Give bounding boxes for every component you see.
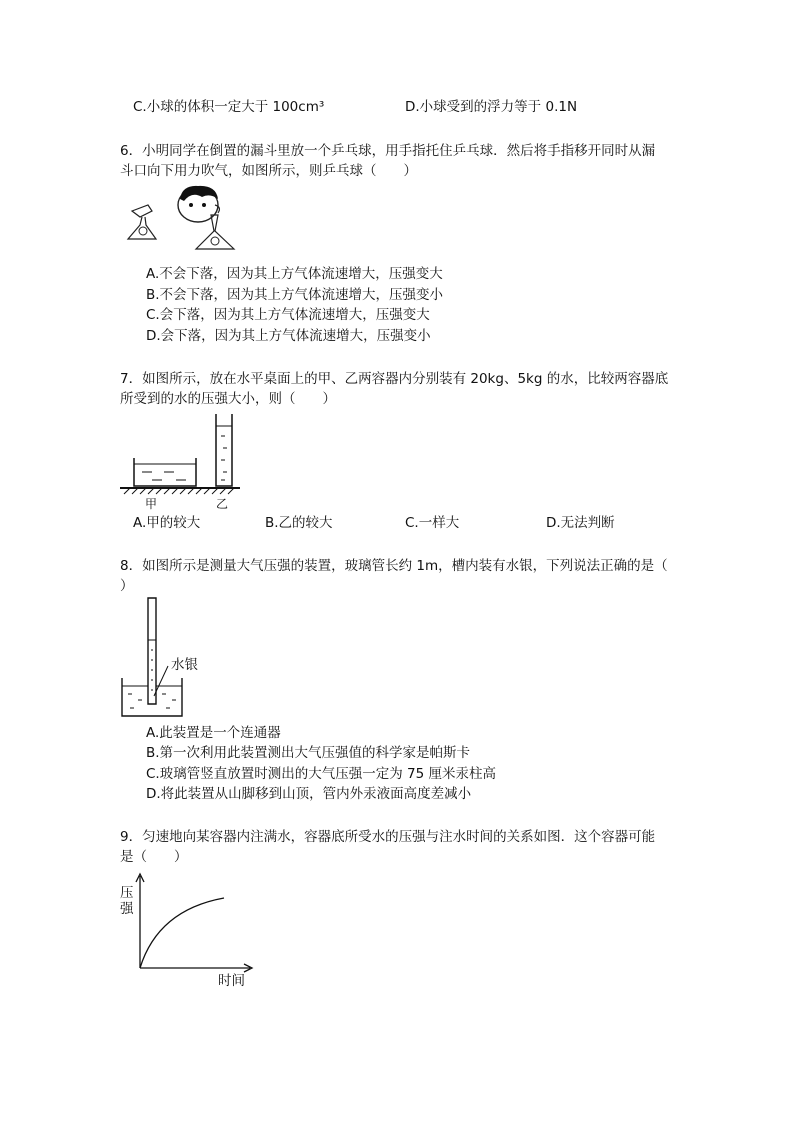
q7-stem-line-2: 所受到的水的压强大小，则（ ） (120, 391, 336, 407)
q7-option-b: B.乙的较大 (265, 515, 333, 531)
q8-stem-line-2: ） (120, 578, 134, 594)
q8-stem-line-1: 8．如图所示是测量大气压强的装置，玻璃管长约 1m，槽内装有水银，下列说法正确的是（ (120, 558, 668, 574)
q9-stem-line-2: 是（ ） (120, 849, 188, 865)
q7-option-a: A.甲的较大 (133, 515, 201, 531)
q6-option-d: D.会下落，因为其上方气体流速增大，压强变小 (146, 328, 431, 344)
q6-stem-line-2: 斗口向下用力吹气，如图所示，则乒乓球（ ） (120, 163, 417, 179)
q7-stem-line-1: 7．如图所示，放在水平桌面上的甲、乙两容器内分别装有 20kg、5kg 的水，比较两容器底 (120, 371, 669, 387)
q7-label-jia: 甲 (145, 497, 158, 511)
q9-ylabel-2: 强 (120, 901, 134, 917)
q5-option-c: C.小球的体积一定大于 100cm³ (133, 99, 325, 115)
q6-funnel-figure (118, 183, 248, 263)
q7-label-yi: 乙 (216, 497, 229, 511)
q8-option-d: D.将此装置从山脚移到山顶，管内外汞液面高度差减小 (146, 786, 472, 802)
q8-option-a: A.此装置是一个连通器 (146, 725, 281, 741)
q7-containers-figure (118, 410, 248, 510)
q9-pressure-time-graph (118, 870, 258, 980)
q9-ylabel-1: 压 (120, 885, 134, 901)
q8-mercury-label: 水银 (171, 657, 198, 673)
q7-option-d: D.无法判断 (546, 515, 615, 531)
q8-option-b: B.第一次利用此装置测出大气压强值的科学家是帕斯卡 (146, 745, 471, 761)
q6-option-a: A.不会下落，因为其上方气体流速增大，压强变大 (146, 266, 443, 282)
q7-option-c: C.一样大 (405, 515, 460, 531)
q6-stem-line-1: 6．小明同学在倒置的漏斗里放一个乒乓球，用手指托住乒乓球．然后将手指移开同时从漏 (120, 143, 656, 159)
q6-option-b: B.不会下落，因为其上方气体流速增大，压强变小 (146, 287, 444, 303)
q6-option-c: C.会下落，因为其上方气体流速增大，压强变大 (146, 307, 430, 323)
q9-xlabel: 时间 (218, 973, 245, 989)
q9-stem-line-1: 9．匀速地向某容器内注满水，容器底所受水的压强与注水时间的关系如图．这个容器可能 (120, 829, 656, 845)
q5-option-d: D.小球受到的浮力等于 0.1N (405, 99, 578, 115)
q8-option-c: C.玻璃管竖直放置时测出的大气压强一定为 75 厘米汞柱高 (146, 766, 496, 782)
